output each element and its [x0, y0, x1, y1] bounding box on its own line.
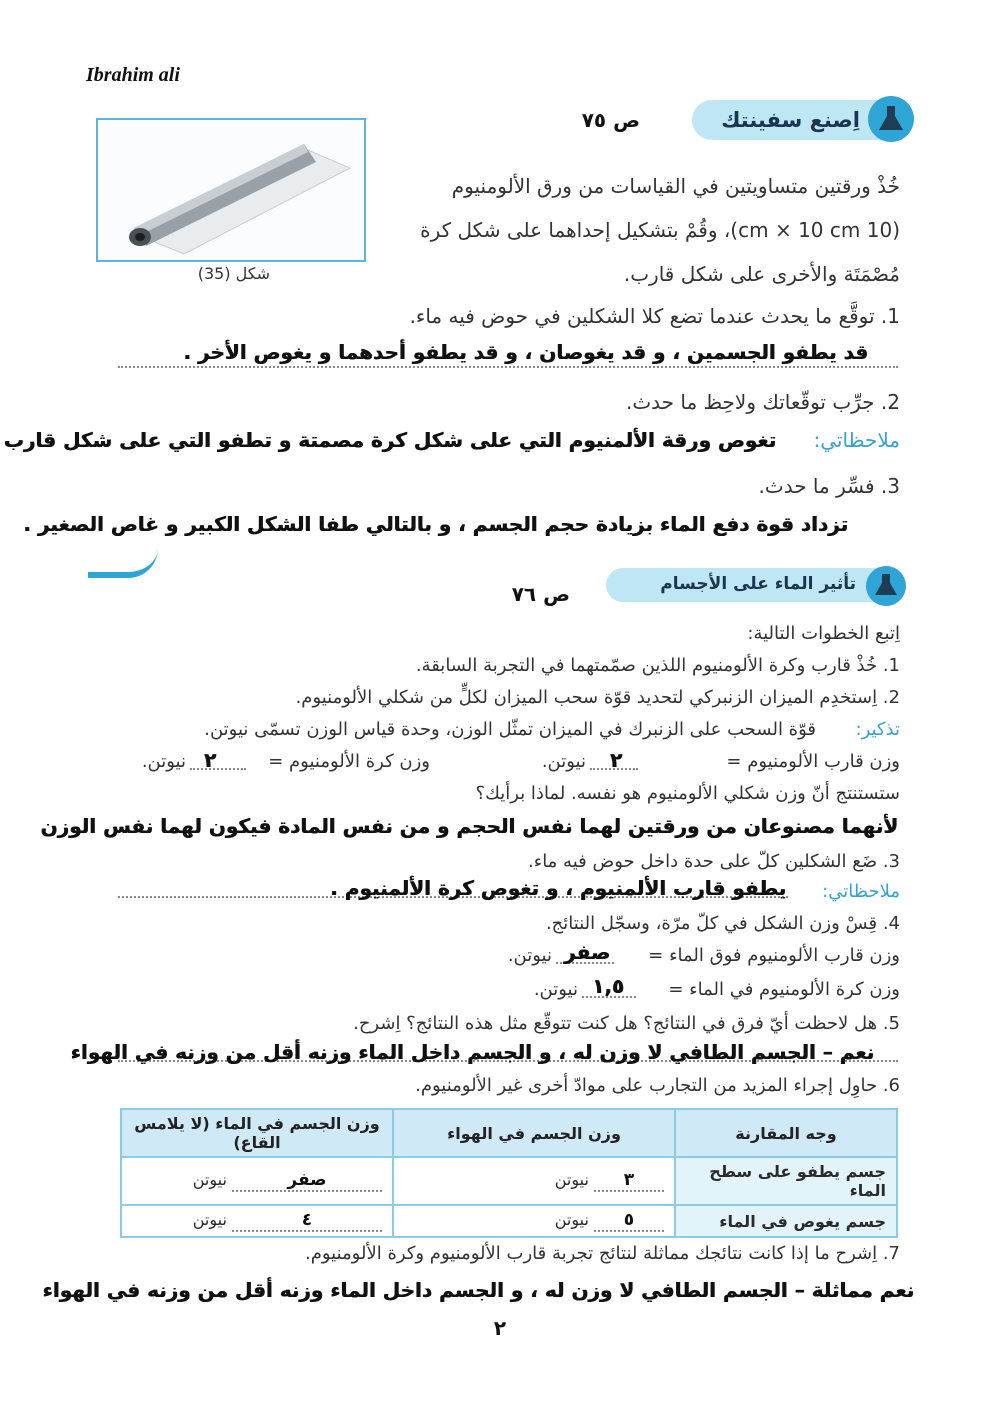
cell-unit: نيوتن — [192, 1210, 227, 1229]
section-title: اِصنع سفينتك — [721, 108, 860, 132]
table-cell — [121, 1157, 393, 1205]
unit-newton: نيوتن. — [533, 979, 578, 1000]
cell-value: ٤ — [232, 1210, 382, 1232]
table-header-cell: وزن الجسم في الماء (لا يلامس القاع) — [121, 1109, 393, 1157]
table-row-label: جسم يغوص في الماء — [675, 1205, 897, 1237]
ball-weight-value: ٢ — [203, 748, 217, 772]
unit-newton: نيوتن. — [141, 751, 186, 772]
table-row — [121, 1205, 897, 1237]
step-1: 1. خُذْ قارب وكرة الألومنيوم اللذين صمّمتهما في التجربة السابقة. — [415, 655, 900, 676]
table-cell — [121, 1205, 393, 1237]
answer-5: نعم – الجسم الطافي لا وزن له ، و الجسم داخل الماء وزنه أقل من وزنه في الهواء — [70, 1040, 874, 1064]
intro-line: مُصْمَتَة والأخرى على شكل قارب. — [623, 262, 900, 286]
answer-2: تغوص ورقة الألمنيوم التي على شكل كرة مصمتة و تطفو التي على شكل قارب — [3, 428, 776, 452]
reminder-text: قوّة السحب على الزنبرك في الميزان تمثّل الوزن، وحدة قياس الوزن تسمّى نيوتن. — [204, 719, 816, 740]
step-3: 3. ضَع الشكلين كلّ على حدة داخل حوض فيه ماء. — [528, 851, 900, 872]
observation-answer: يطفو قارب الألمنيوم ، و تغوص كرة الألمنيوم . — [330, 876, 786, 900]
question-1: 1. توقَّع ما يحدث عندما تضع كلا الشكلين في حوض فيه ماء. — [409, 304, 900, 328]
boat-weight-label: وزن قارب الألومنيوم = — [726, 751, 900, 772]
unit-newton: نيوتن. — [541, 751, 586, 772]
question-2: 2. جرِّب توقّعاتك ولاحِظ ما حدث. — [626, 390, 900, 414]
conclusion-question: ستستنتج أنّ وزن شكلي الألومنيوم هو نفسه. لماذا برأيك؟ — [475, 783, 900, 804]
flask-icon — [866, 566, 906, 606]
comparison-table — [120, 1108, 898, 1231]
answer-7: نعم مماثلة – الجسم الطافي لا وزن له ، و الجسم داخل الماء وزنه أقل من وزنه في الهواء — [42, 1278, 914, 1302]
author-name: Ibrahim ali — [86, 64, 180, 86]
step-6: 6. حاوِل إجراء المزيد من التجارب على موادّ أخرى غير الألومنيوم. — [415, 1075, 900, 1096]
intro-line: (10 cm × 10 cm)، وقُمْ بتشكيل إحداهما على شكل كرة — [420, 218, 900, 242]
table-header-cell: وجه المقارنة — [675, 1109, 897, 1157]
section-title: تأثير الماء على الأجسام — [660, 574, 856, 594]
page-reference: ص ٧٥ — [581, 108, 640, 132]
conclusion-answer: لأنهما مصنوعان من ورقتين لهما نفس الحجم و من نفس المادة فيكون لهما نفس الوزن — [40, 814, 898, 838]
ball-water-value: ١,٥ — [591, 974, 624, 998]
table-cell — [393, 1205, 675, 1237]
observations-label: ملاحظاتي: — [813, 428, 900, 452]
step-5: 5. هل لاحظت أيّ فرق في النتائج؟ هل كنت تتوقّع مثل هذه النتائج؟ اِشرح. — [353, 1013, 900, 1034]
section-divider — [88, 548, 158, 578]
table-header-cell: وزن الجسم في الهواء — [393, 1109, 675, 1157]
figure-caption: شكل (35) — [197, 264, 270, 283]
step-7: 7. اِشرح ما إذا كانت نتائجك مماثلة لنتائج تجربة قارب الألومنيوم وكرة الألومنيوم. — [305, 1243, 900, 1264]
boat-weight-value: ٢ — [609, 748, 623, 772]
reminder-label: تذكير: — [855, 719, 900, 740]
page-number: ٢ — [493, 1316, 507, 1340]
cell-value: ٥ — [594, 1210, 664, 1232]
answer-1: قد يطفو الجسمين ، و قد يغوصان ، و قد يطفو أحدهما و يغوص الأخر . — [183, 340, 868, 364]
table-cell — [393, 1157, 675, 1205]
step-4: 4. قِسْ وزن الشكل في كلّ مرّة، وسجّل النتائج. — [545, 913, 900, 934]
instruction-intro: اِتبع الخطوات التالية: — [747, 623, 900, 644]
cell-unit: نيوتن — [192, 1170, 227, 1189]
unit-newton: نيوتن. — [507, 945, 552, 966]
cell-value: ٣ — [594, 1170, 664, 1192]
step-2: 2. اِستخدِم الميزان الزنبركي لتحديد قوّة سحب الميزان لكلٍّ من شكلي الألومنيوم. — [295, 687, 900, 708]
figure-aluminum-roll — [96, 118, 366, 262]
table-row-label: جسم يطفو على سطح الماء — [675, 1157, 897, 1205]
table-row — [121, 1157, 897, 1205]
boat-water-value: صفر — [563, 940, 611, 964]
page-reference: ص ٧٦ — [511, 582, 570, 606]
question-3: 3. فسِّر ما حدث. — [758, 474, 900, 498]
cell-unit: نيوتن — [554, 1170, 589, 1189]
table-header-row — [121, 1109, 897, 1157]
observations-label: ملاحظاتي: — [822, 881, 900, 902]
cell-value: صفر — [232, 1170, 382, 1192]
flask-icon — [868, 96, 914, 142]
answer-3: تزداد قوة دفع الماء بزيادة حجم الجسم ، و بالتالي طفا الشكل الكبير و غاص الصغير . — [23, 512, 848, 536]
cell-unit: نيوتن — [554, 1210, 589, 1229]
ball-water-label: وزن كرة الألومنيوم في الماء = — [668, 979, 900, 1000]
boat-water-label: وزن قارب الألومنيوم فوق الماء = — [648, 945, 900, 966]
intro-line: خُذْ ورقتين متساويتين في القياسات من ورق الألومنيوم — [451, 174, 900, 198]
ball-weight-label: وزن كرة الألومنيوم = — [268, 751, 430, 772]
answer-line — [118, 366, 898, 368]
